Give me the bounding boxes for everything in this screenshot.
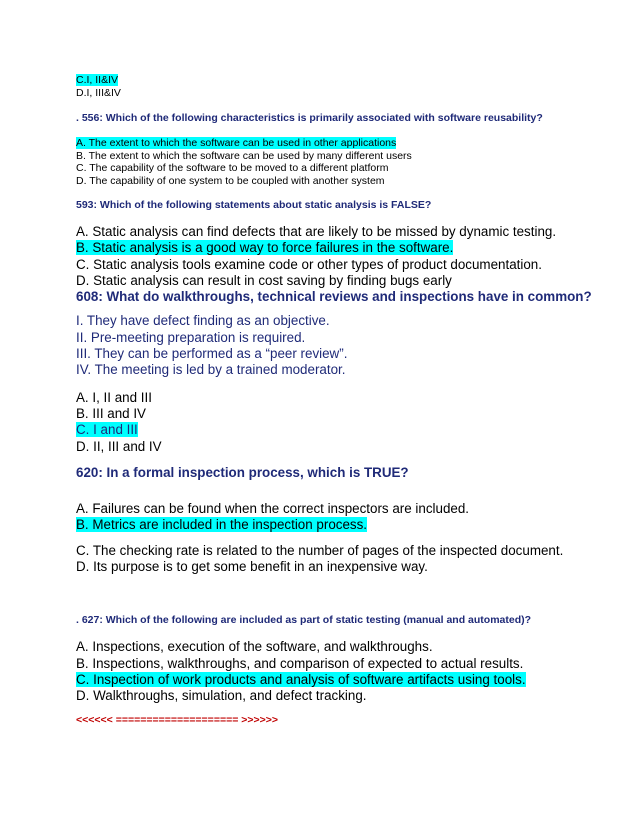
q608-option-b: B. III and IV: [76, 405, 146, 421]
q593-option-b-text: B. Static analysis is a good way to force failures in the software.: [76, 240, 454, 256]
q608-option-d: D. II, III and IV: [76, 438, 162, 454]
q627-option-a: A. Inspections, execution of the software, and walkthroughs.: [76, 639, 433, 655]
q620-option-c: C. The checking rate is related to the number of pages of the inspected document.: [76, 542, 564, 558]
q556-option-a-text: A. The extent to which the software can be used in other applications: [76, 137, 397, 149]
q556-option-c: C. The capability of the software to be moved to a different platform: [76, 162, 389, 174]
q608-statement-4: IV. The meeting is led by a trained moderator.: [76, 362, 346, 378]
q556-option-a: [76, 137, 616, 150]
q556-option-b: B. The extent to which the software can be used by many different users: [76, 149, 412, 162]
question-620: 620: In a formal inspection process, which is TRUE?: [76, 464, 409, 480]
q608-option-c-text: C. I and III: [76, 422, 138, 438]
q620-option-d: D. Its purpose is to get some benefit in an inexpensive way.: [76, 559, 428, 575]
q627-option-c: [76, 672, 616, 688]
q608-option-a: A. I, II and III: [76, 389, 152, 405]
prev-answer-c: C.I, II&IV: [76, 74, 119, 86]
q556-option-d: D. The capability of one system to be coupled with another system: [76, 174, 385, 187]
q627-option-b: B. Inspections, walkthroughs, and comparison of expected to actual results.: [76, 655, 524, 671]
question-556: . 556: Which of the following characteristics is primarily associated with software reusability?: [76, 112, 543, 124]
q620-option-b: [76, 517, 616, 533]
q593-option-a: A. Static analysis can find defects that are likely to be missed by dynamic testing.: [76, 224, 557, 239]
q608-statement-2: II. Pre-meeting preparation is required.: [76, 329, 306, 345]
question-627: . 627: Which of the following are included as part of static testing (manual and automated)?: [76, 614, 532, 627]
prev-answer-line: [76, 74, 616, 87]
page-content: [76, 74, 616, 727]
q608-option-c: [76, 422, 616, 438]
q608-statement-1: I. They have defect finding as an objective.: [76, 313, 330, 329]
q620-option-a: A. Failures can be found when the correct inspectors are included.: [76, 501, 470, 517]
q608-statement-3: III. They can be performed as a “peer review”.: [76, 346, 348, 362]
q593-option-d: D. Static analysis can result in cost saving by finding bugs early: [76, 272, 452, 288]
q627-option-d: D. Walkthroughs, simulation, and defect tracking.: [76, 688, 367, 704]
separator-line: <<<<<< ==================== >>>>>>: [76, 713, 279, 726]
prev-answer-line: [76, 87, 616, 100]
q593-option-c: C. Static analysis tools examine code or other types of product documentation.: [76, 256, 542, 272]
question-593: 593: Which of the following statements about static analysis is FALSE?: [76, 199, 432, 211]
q620-option-b-text: B. Metrics are included in the inspection process.: [76, 517, 368, 533]
q627-option-c-text: C. Inspection of work products and analysis of software artifacts using tools.: [76, 671, 526, 687]
prev-answer-d: D.I, III&IV: [76, 86, 121, 99]
question-608: 608: What do walkthroughs, technical reviews and inspections have in common?: [76, 289, 592, 305]
q593-option-b: [76, 240, 616, 256]
